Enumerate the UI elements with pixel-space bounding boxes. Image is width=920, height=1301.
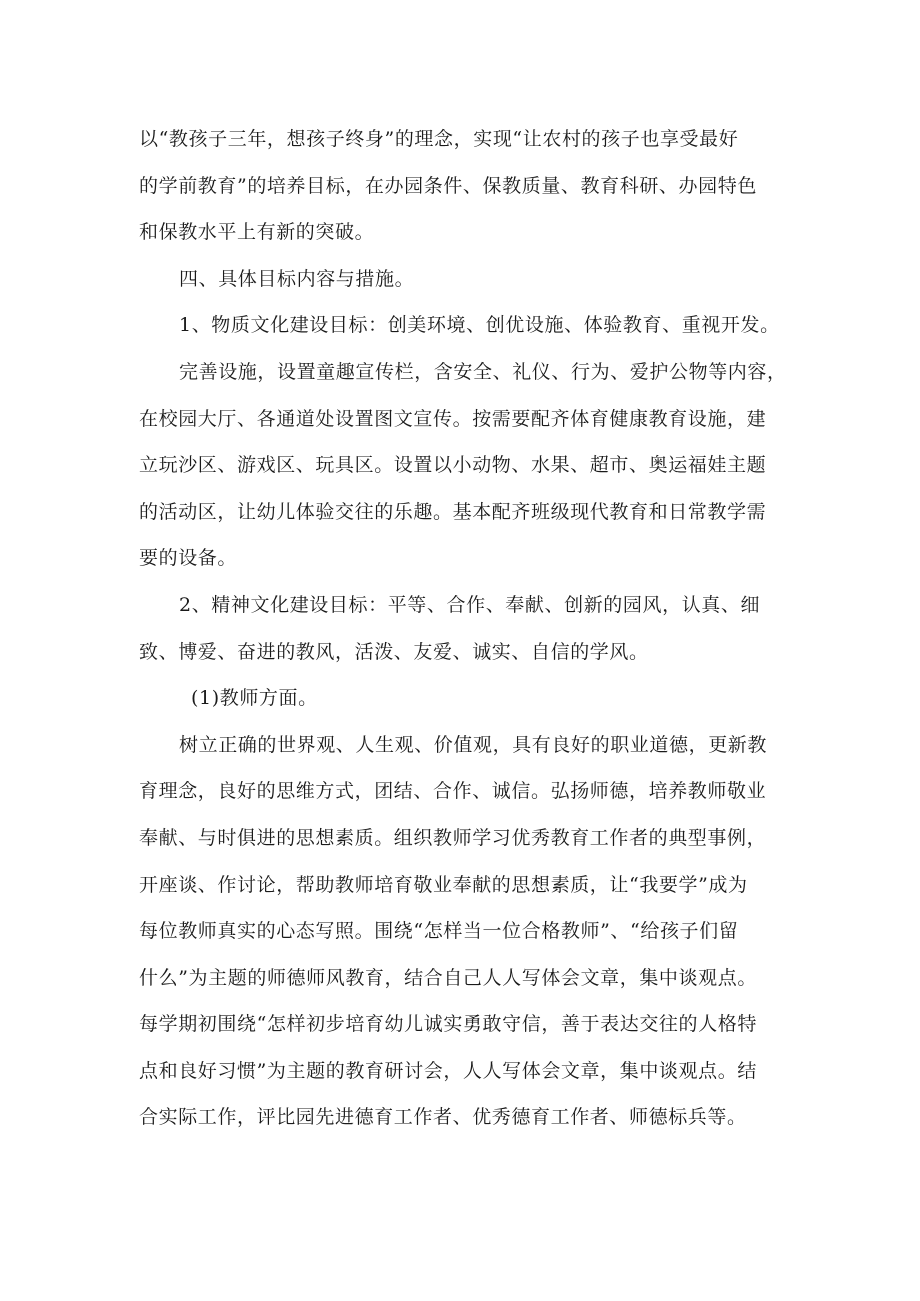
text-line: 合实际工作，评比园先进德育工作者、优秀德育工作者、师德标兵等。 xyxy=(139,1106,747,1129)
text-line: 每位教师真实的心态写照。围绕“怎样当一位合格教师”、“给孩子们留 xyxy=(139,920,739,943)
text-line: 要的设备。 xyxy=(139,547,238,570)
goal-2-paragraph xyxy=(139,582,799,675)
text-line: 1、物质文化建设目标：创美环境、创优设施、体验教育、重视开发。 xyxy=(179,314,780,337)
text-line: 奉献、与时俱进的思想素质。组织教师学习优秀教育工作者的典型事例， xyxy=(139,826,767,849)
text-line: 和保教水平上有新的突破。 xyxy=(139,221,375,244)
text-line: (1)教师方面。 xyxy=(191,687,318,710)
intro-paragraph xyxy=(139,116,799,256)
text-line: 树立正确的世界观、人生观、价值观，具有良好的职业道德，更新教 xyxy=(179,733,768,756)
text-line: 点和良好习惯”为主题的教育研讨会，人人写体会文章，集中谈观点。结 xyxy=(139,1059,757,1082)
goal-1-heading xyxy=(139,302,799,349)
teacher-paragraph xyxy=(139,722,799,1141)
document-page xyxy=(139,116,799,1141)
text-line: 育理念，良好的思维方式，团结、合作、诚信。弘扬师德，培养教师敬业 xyxy=(139,780,767,803)
text-line: 以“教孩子三年，想孩子终身”的理念，实现“让农村的孩子也享受最好 xyxy=(139,128,739,150)
text-line: 每学期初围绕“怎样初步培育幼儿诚实勇敢守信，善于表达交往的人格特 xyxy=(139,1013,757,1036)
text-line: 的学前教育”的培养目标，在办园条件、保教质量、教育科研、办园特色 xyxy=(139,174,757,197)
facilities-paragraph xyxy=(139,349,799,582)
text-line: 在校园大厅、各通道处设置图文宣传。按需要配齐体育健康教育设施，建 xyxy=(139,407,767,430)
text-line: 立玩沙区、游戏区、玩具区。设置以小动物、水果、超市、奥运福娃主题 xyxy=(139,454,767,477)
section-four-heading xyxy=(139,256,799,303)
text-line: 致、博爱、奋进的教风，活泼、友爱、诚实、自信的学风。 xyxy=(139,640,649,663)
text-line: 什么”为主题的师德师风教育，结合自己人人写体会文章，集中谈观点。 xyxy=(139,966,757,989)
text-line: 四、具体目标内容与措施。 xyxy=(179,267,415,290)
teacher-heading xyxy=(139,675,799,722)
text-line: 2、精神文化建设目标：平等、合作、奉献、创新的园风，认真、细 xyxy=(179,593,761,616)
text-line: 开座谈、作讨论，帮助教师培育敬业奉献的思想素质，让“我要学”成为 xyxy=(139,873,748,896)
text-line: 的活动区，让幼儿体验交往的乐趣。基本配齐班级现代教育和日常教学需 xyxy=(139,500,767,523)
text-line: 完善设施，设置童趣宣传栏，含安全、礼仪、行为、爱护公物等内容， xyxy=(179,360,787,383)
